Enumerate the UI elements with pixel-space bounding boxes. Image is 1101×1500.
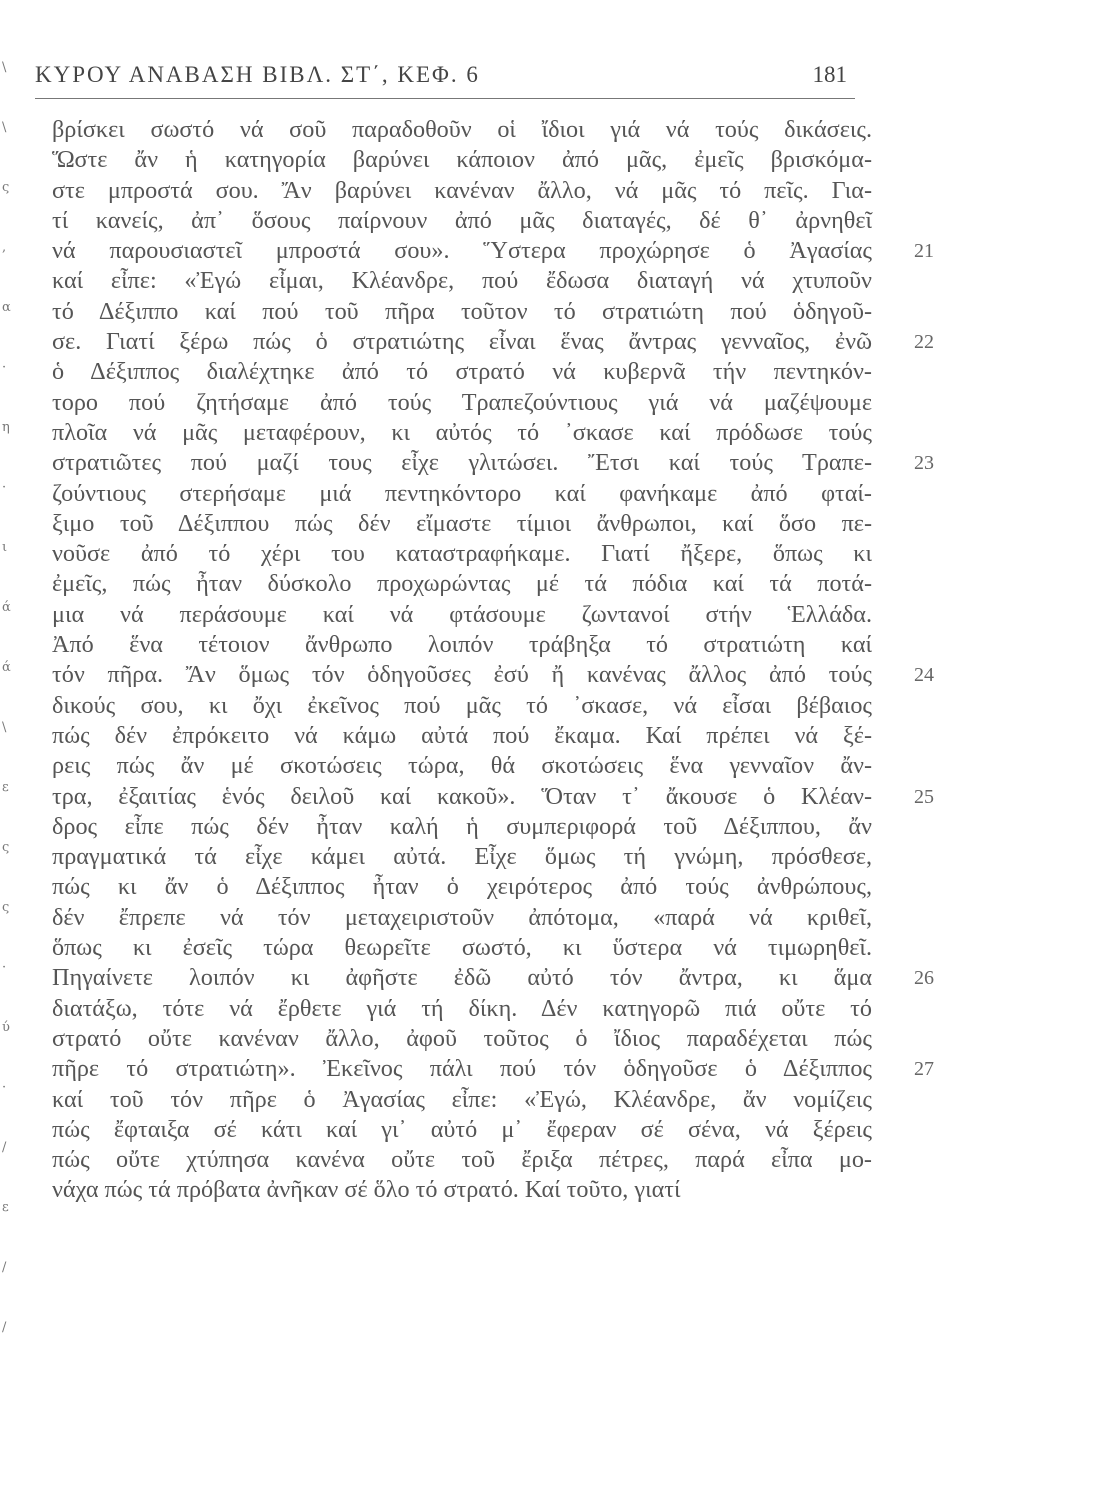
- page-number: 181: [812, 62, 847, 87]
- margin-mark: \: [2, 60, 7, 75]
- line-text: πραγματικά τά εἶχε κάμει αὐτά. Εἶχε ὅμως τή γνώμη, πρόσθεσε,: [52, 843, 872, 871]
- section-number: 23: [914, 452, 934, 475]
- line-text: τορο πού ζητήσαμε ἀπό τούς Τραπεζούντιους γιά νά μαζέψουμε: [52, 388, 872, 416]
- text-line: [52, 1115, 872, 1145]
- text-line: [52, 357, 872, 387]
- margin-mark: ς: [2, 180, 10, 195]
- margin-mark: ·: [2, 1080, 7, 1095]
- text-line: [52, 297, 872, 327]
- text-line: [52, 660, 934, 690]
- line-text: νά παρουσιαστεῖ μπροστά σου». Ὕστερα προχώρησε ὁ Ἀγασίας: [52, 237, 872, 265]
- margin-mark: /: [2, 1320, 7, 1335]
- line-text: τόν πῆρα. Ἄν ὅμως τόν ὁδηγοῦσες ἐσύ ἤ κανένας ἄλλος ἀπό τούς: [52, 661, 872, 689]
- text-line: [52, 933, 872, 963]
- line-text: νοῦσε ἀπό τό χέρι του καταστραφήκαμε. Γιατί ἤξερε, ὅπως κι: [52, 540, 872, 568]
- text-line: [52, 630, 872, 660]
- text-line: [52, 509, 872, 539]
- text-line: [52, 872, 872, 902]
- line-text: στρατό οὔτε κανέναν ἄλλο, ἀφοῦ τοῦτος ὁ ἴδιος παραδέχεται πώς: [52, 1024, 872, 1052]
- text-line: [52, 691, 872, 721]
- text-line: [52, 903, 872, 933]
- line-text: ὅπως κι ἐσεῖς τώρα θεωρεῖτε σωστό, κι ὕστερα νά τιμωρηθεῖ.: [52, 934, 872, 962]
- section-number: 25: [914, 785, 934, 808]
- margin-mark: ι: [2, 540, 8, 555]
- margin-mark: ε: [2, 780, 9, 795]
- text-line: [52, 145, 872, 175]
- text-line: [52, 842, 872, 872]
- line-text: σε. Γιατί ξέρω πώς ὁ στρατιώτης εἶναι ἕνας ἄντρας γενναῖος, ἐνῶ: [52, 328, 872, 356]
- text-line: [52, 236, 934, 266]
- line-text: τρα, ἐξαιτίας ἑνός δειλοῦ καί κακοῦ». Ὅταν τ᾽ ἄκουσε ὁ Κλέαν-: [52, 782, 872, 810]
- line-text: πλοῖα νά μᾶς μεταφέρουν, κι αὐτός τό ᾽σκασε καί πρόδωσε τούς: [52, 418, 872, 446]
- text-line: [52, 751, 872, 781]
- line-text: πώς κι ἄν ὁ Δέξιππος ἦταν ὁ χειρότερος ἀπό τούς ἀνθρώπους,: [52, 873, 872, 901]
- line-text: ὁ Δέξιππος διαλέχτηκε ἀπό τό στρατό νά κυβερνᾶ τήν πεντηκόν-: [52, 358, 872, 386]
- text-line: [52, 1054, 934, 1084]
- text-line: [52, 721, 872, 751]
- text-line: [52, 388, 872, 418]
- section-number: 21: [914, 240, 934, 263]
- line-text: Ἀπό ἕνα τέτοιον ἄνθρωπο λοιπόν τράβηξα τό στρατιώτη καί: [52, 631, 872, 659]
- margin-mark: η: [2, 420, 10, 435]
- line-text: πῆρε τό στρατιώτη». Ἐκεῖνος πάλι πού τόν ὁδηγοῦσε ὁ Δέξιππος: [52, 1055, 872, 1083]
- line-text: ξιμο τοῦ Δέξιππου πώς δέν εἴμαστε τίμιοι ἄνθρωποι, καί ὅσο πε-: [52, 509, 872, 537]
- line-text: πώς ἔφταιξα σέ κάτι καί γι᾽ αὐτό μ᾽ ἔφεραν σέ σένα, νά ξέρεις: [52, 1115, 872, 1143]
- section-number: 24: [914, 664, 934, 687]
- line-text: δρος εἶπε πώς δέν ἦταν καλή ἡ συμπεριφορά τοῦ Δέξιππου, ἄν: [52, 812, 872, 840]
- line-text: καί τοῦ τόν πῆρε ὁ Ἀγασίας εἶπε: «Ἐγώ, Κλέανδρε, ἄν νομίζεις: [52, 1085, 872, 1113]
- section-number: 22: [914, 331, 934, 354]
- text-line: [52, 1085, 872, 1115]
- line-text: ἐμεῖς, πώς ἦταν δύσκολο προχωρώντας μέ τά πόδια καί τά ποτά-: [52, 570, 872, 598]
- line-text: Πηγαίνετε λοιπόν κι ἀφῆστε ἐδῶ αὐτό τόν ἄντρα, κι ἅμα: [52, 964, 872, 992]
- line-text: Ὥστε ἄν ἡ κατηγορία βαρύνει κάποιον ἀπό μᾶς, ἐμεῖς βρισκόμα-: [52, 146, 872, 174]
- body-text: [52, 115, 934, 1206]
- margin-mark: α: [2, 300, 11, 315]
- line-text: πώς δέν ἐπρόκειτο νά κάμω αὐτά πού ἔκαμα. Καί πρέπει νά ξέ-: [52, 721, 872, 749]
- text-line: [52, 206, 872, 236]
- line-text: ρεις πώς ἄν μέ σκοτώσεις τώρα, θά σκοτώσεις ἕνα γενναῖον ἄν-: [52, 752, 872, 780]
- text-line: [52, 782, 934, 812]
- text-line: [52, 176, 872, 206]
- margin-mark: ·: [2, 480, 7, 495]
- margin-mark: ·: [2, 360, 7, 375]
- margin-mark: ,: [2, 240, 7, 255]
- line-text: ζούντιους στερήσαμε μιά πεντηκόντορο καί φανήκαμε ἀπό φταί-: [52, 479, 872, 507]
- margin-mark: /: [2, 1140, 7, 1155]
- line-text: νάχα πώς τά πρόβατα ἀνῆκαν σέ ὅλο τό στρατό. Καί τοῦτο, γιατί: [52, 1176, 681, 1204]
- text-line: [52, 812, 872, 842]
- text-line: [52, 600, 872, 630]
- text-line: [52, 327, 934, 357]
- line-text: δέν ἔπρεπε νά τόν μεταχειριστοῦν ἀπότομα, «παρά νά κριθεῖ,: [52, 903, 872, 931]
- margin-mark: ς: [2, 900, 10, 915]
- text-line: [52, 1175, 872, 1205]
- text-line: [52, 539, 872, 569]
- section-number: 27: [914, 1058, 934, 1081]
- text-line: [52, 448, 934, 478]
- text-line: [52, 418, 872, 448]
- margin-mark: /: [2, 1260, 7, 1275]
- text-line: [52, 569, 872, 599]
- line-text: στρατιῶτες πού μαζί τους εἶχε γλιτώσει. Ἔτσι καί τούς Τραπε-: [52, 449, 872, 477]
- section-number: 26: [914, 967, 934, 990]
- line-text: διατάξω, τότε νά ἔρθετε γιά τή δίκη. Δέν κατηγορῶ πιά οὔτε τό: [52, 994, 872, 1022]
- margin-mark: ά: [2, 600, 11, 615]
- running-header: [35, 58, 855, 99]
- text-line: [52, 1145, 872, 1175]
- text-line: [52, 479, 872, 509]
- margin-mark: \: [2, 720, 7, 735]
- margin-mark: ·: [2, 960, 7, 975]
- line-text: στε μπροστά σου. Ἄν βαρύνει κανέναν ἄλλο, νά μᾶς τό πεῖς. Για-: [52, 176, 872, 204]
- line-text: πώς οὔτε χτύπησα κανένα οὔτε τοῦ ἔριξα πέτρες, παρά εἶπα μο-: [52, 1146, 872, 1174]
- margin-mark: ά: [2, 660, 11, 675]
- text-line: [52, 115, 872, 145]
- margin-mark: \: [2, 120, 7, 135]
- margin-mark: ύ: [2, 1020, 10, 1035]
- line-text: τί κανείς, ἀπ᾽ ὅσους παίρνουν ἀπό μᾶς διαταγές, δέ θ᾽ ἀρνηθεῖ: [52, 206, 872, 234]
- text-line: [52, 1024, 872, 1054]
- line-text: δικούς σου, κι ὄχι ἐκεῖνος πού μᾶς τό ᾽σκασε, νά εἶσαι βέβαιος: [52, 691, 872, 719]
- line-text: τό Δέξιππο καί πού τοῦ πῆρα τοῦτον τό στρατιώτη πού ὁδηγοῦ-: [52, 297, 872, 325]
- text-line: [52, 994, 872, 1024]
- margin-mark: ε: [2, 1200, 9, 1215]
- text-line: [52, 266, 872, 296]
- running-title: ΚΥΡΟΥ ΑΝΑΒΑΣΗ ΒΙΒΛ. ΣΤ΄, ΚΕΦ. 6: [35, 62, 480, 87]
- line-text: μια νά περάσουμε καί νά φτάσουμε ζωντανοί στήν Ἑλλάδα.: [52, 600, 872, 628]
- line-text: καί εἶπε: «Ἐγώ εἶμαι, Κλέανδρε, πού ἔδωσα διαταγή νά χτυποῦν: [52, 267, 872, 295]
- margin-mark: ς: [2, 840, 10, 855]
- line-text: βρίσκει σωστό νά σοῦ παραδοθοῦν οἱ ἴδιοι γιά νά τούς δικάσεις.: [52, 116, 872, 143]
- text-line: [52, 963, 934, 993]
